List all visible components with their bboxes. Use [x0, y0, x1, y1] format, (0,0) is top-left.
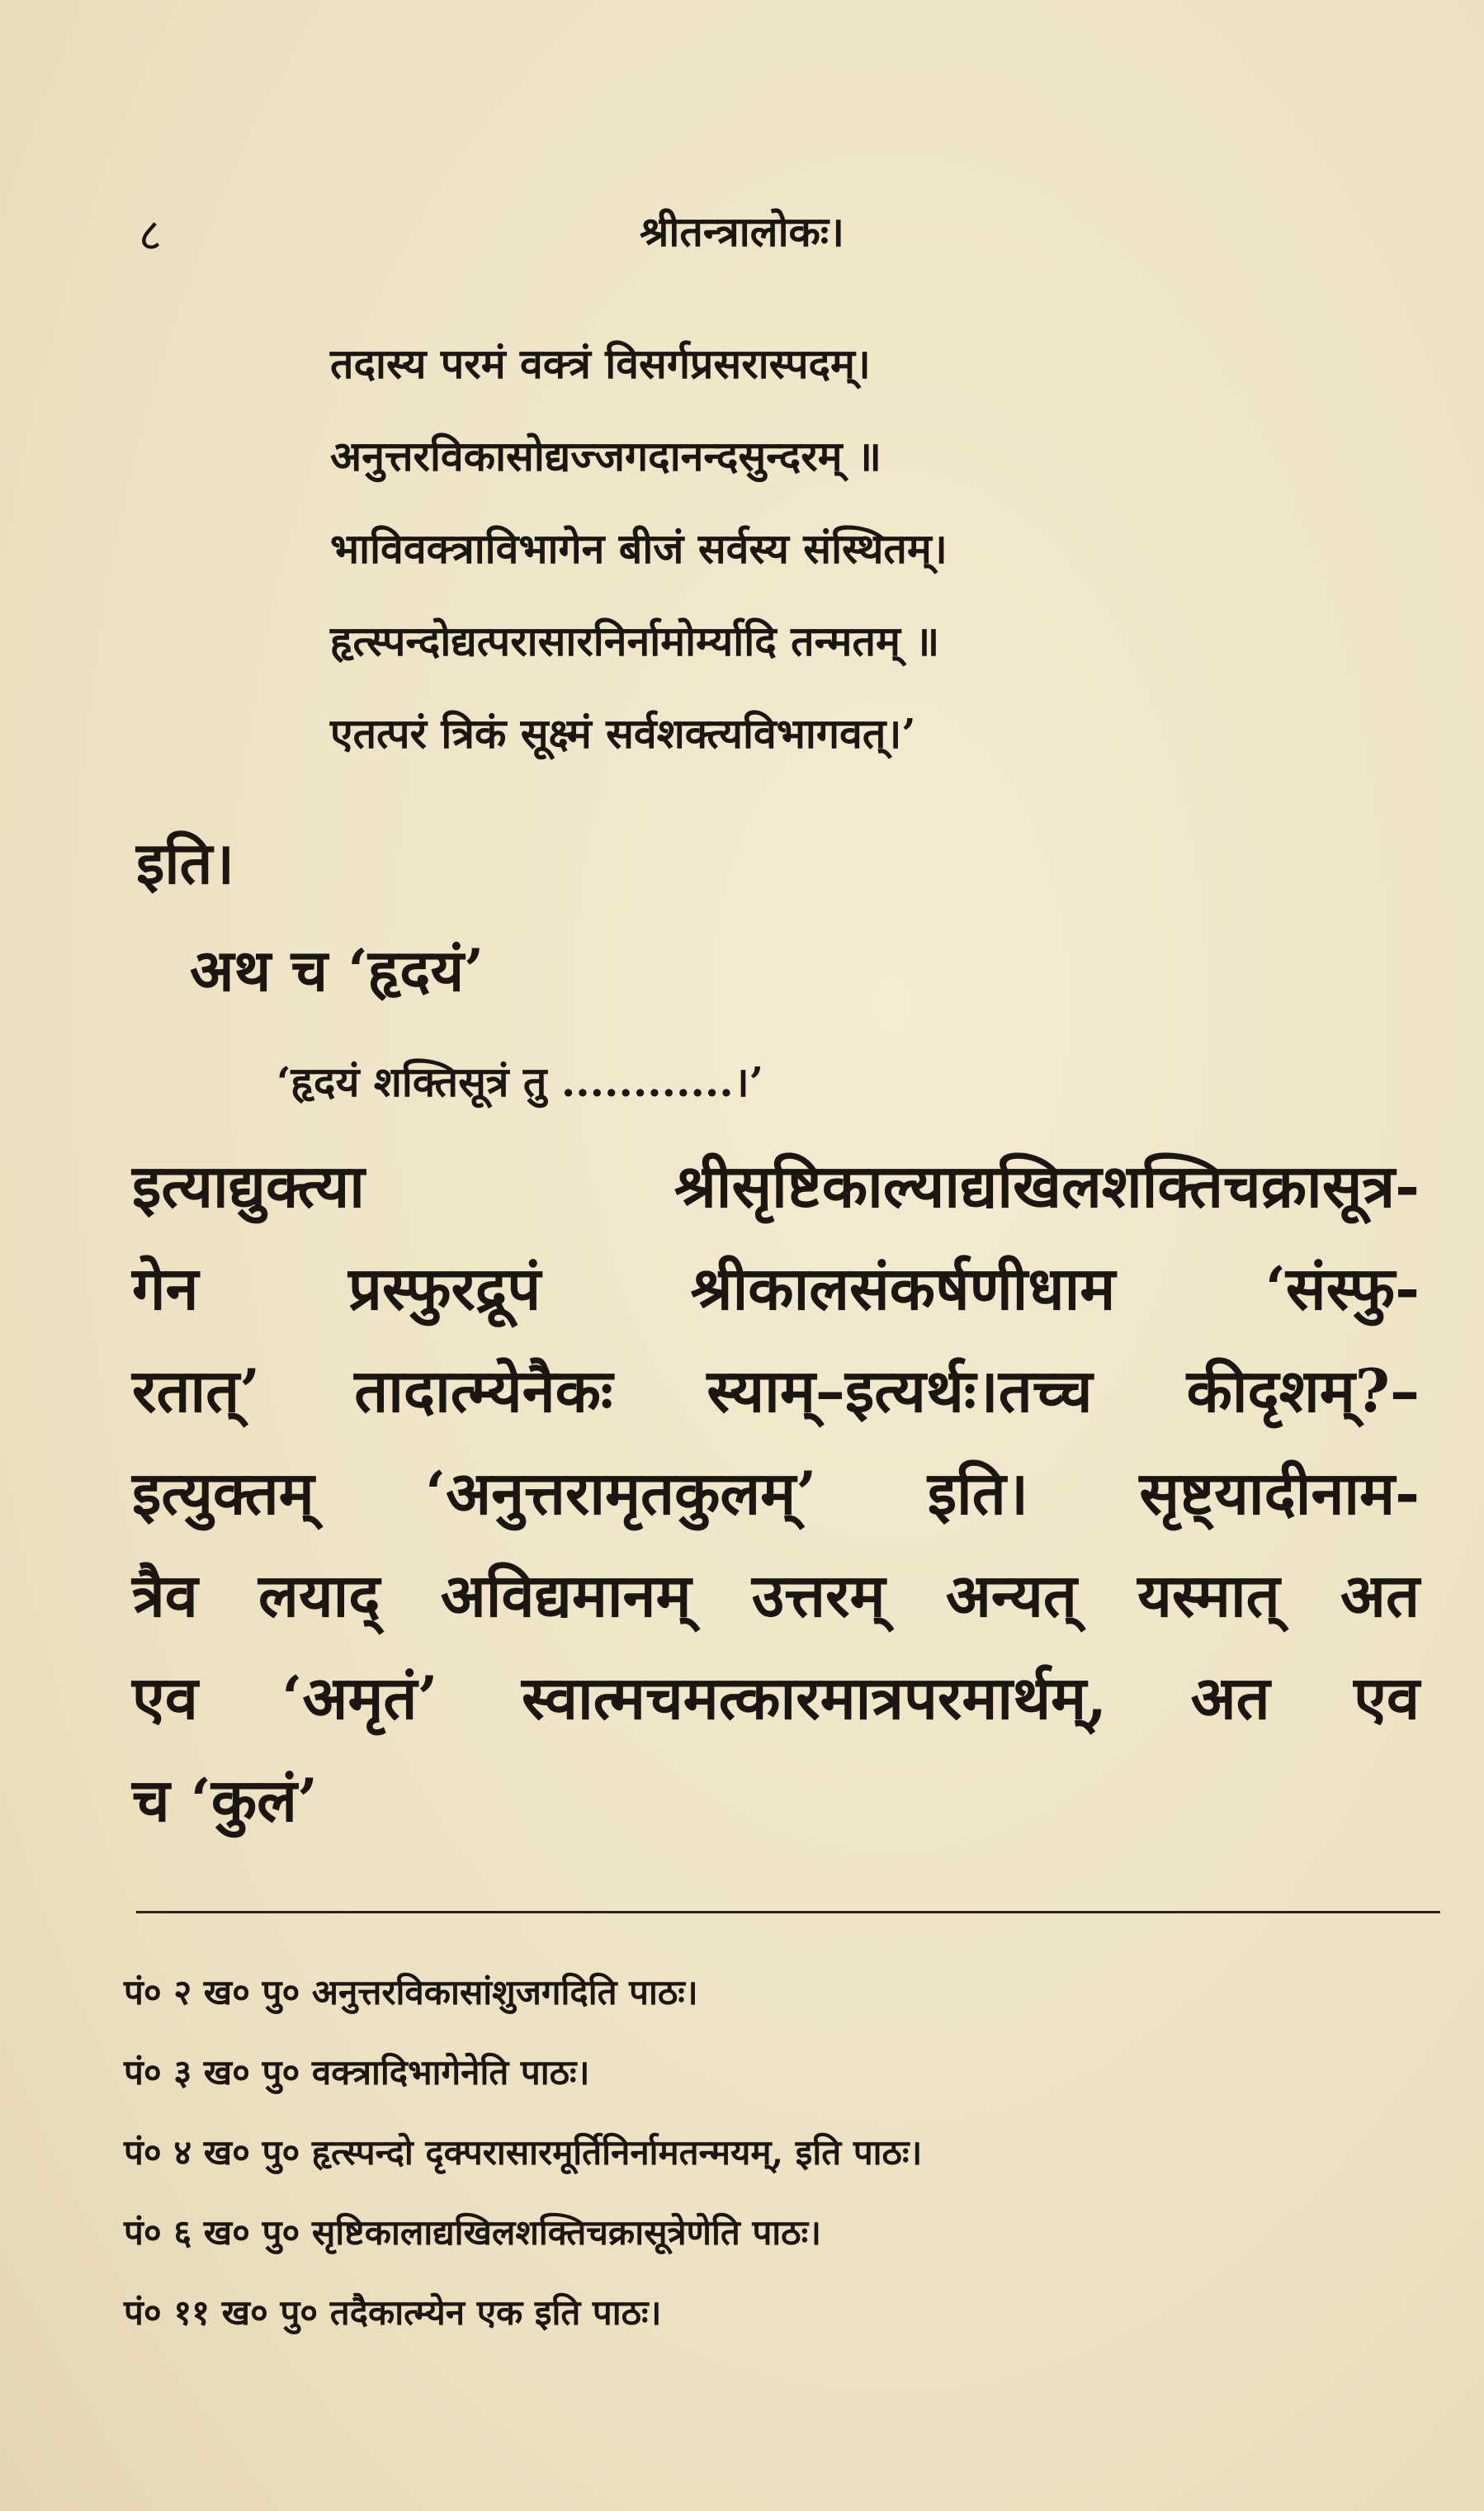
atha-text: अथ च ‘हृदयं’ [190, 936, 484, 1005]
commentary-line: त्रैव लयाद् अविद्यमानम् उत्तरम् अन्यत् यस्मात् अत [132, 1560, 1420, 1630]
commentary-line: रतात्’ तादात्म्येनैकः स्याम्–इत्यर्थः।तच्च कीदृशम्?– [132, 1355, 1420, 1426]
commentary-line: गेन प्रस्फुरद्रूपं श्रीकालसंकर्षणीधाम ‘संस्फु- [132, 1253, 1420, 1323]
footnote: पं० ११ ख० पु० तदैकात्म्येन एक इति पाठः। [124, 2292, 662, 2333]
verse-line: अनुत्तरविकासोद्यज्जगदानन्दसुन्दरम् ॥ [330, 432, 881, 480]
verse-line: तदास्य परमं वक्त्रं विसर्गप्रसरास्पदम्। [330, 339, 871, 388]
verse-line: एतत्परं त्रिकं सूक्ष्मं सर्वशक्त्यविभागवत्।’ [330, 709, 916, 758]
iti-text: इति। [136, 829, 234, 897]
page-number: ८ [139, 209, 163, 261]
footnote: पं० ३ ख० पु० वक्त्रादिभागेनेति पाठः। [124, 2052, 590, 2092]
commentary-block [132, 1135, 1420, 1851]
verse-line: हृत्स्पन्दोद्यत्परासारनिर्नामोर्म्यादि तन्मतम् ॥ [330, 617, 940, 665]
footnote: पं० ६ ख० पु० सृष्टिकालाद्यखिलशक्तिचक्रासूत्रेणेति पाठः। [124, 2212, 821, 2253]
commentary-line: च ‘कुलं’ [132, 1765, 319, 1835]
footnote-divider [136, 1911, 1440, 1913]
footnote: पं० ४ ख० पु० हृत्स्पन्दो दृक्परासारमूर्तिनिर्नामतन्मयम्, इति पाठः। [124, 2132, 923, 2173]
verse-block [330, 318, 1238, 780]
quote-line: ‘हृदयं शक्तिसूत्रं तु ............।’ [276, 1057, 764, 1106]
running-title: श्रीतन्त्रालोकः। [640, 207, 844, 256]
commentary-line: इत्युक्तम् ‘अनुत्तरामृतकुलम्’ इति। सृष्ट्यादीनाम- [132, 1458, 1420, 1528]
verse-line: भाविवक्त्राविभागेन बीजं सर्वस्य संस्थितम्। [330, 524, 948, 573]
commentary-line: इत्याद्युक्त्या श्रीसृष्टिकाल्याद्यखिलशक्तिचक्रासूत्र- [132, 1151, 1420, 1221]
page-header [0, 202, 1484, 268]
footnotes-block [124, 1952, 1362, 2353]
footnote: पं० २ ख० पु० अनुत्तरविकासांशुजगदिति पाठः। [124, 1972, 698, 2012]
commentary-line: एव ‘अमृतं’ स्वात्मचमत्कारमात्रपरमार्थम्, अत एव [132, 1662, 1420, 1733]
